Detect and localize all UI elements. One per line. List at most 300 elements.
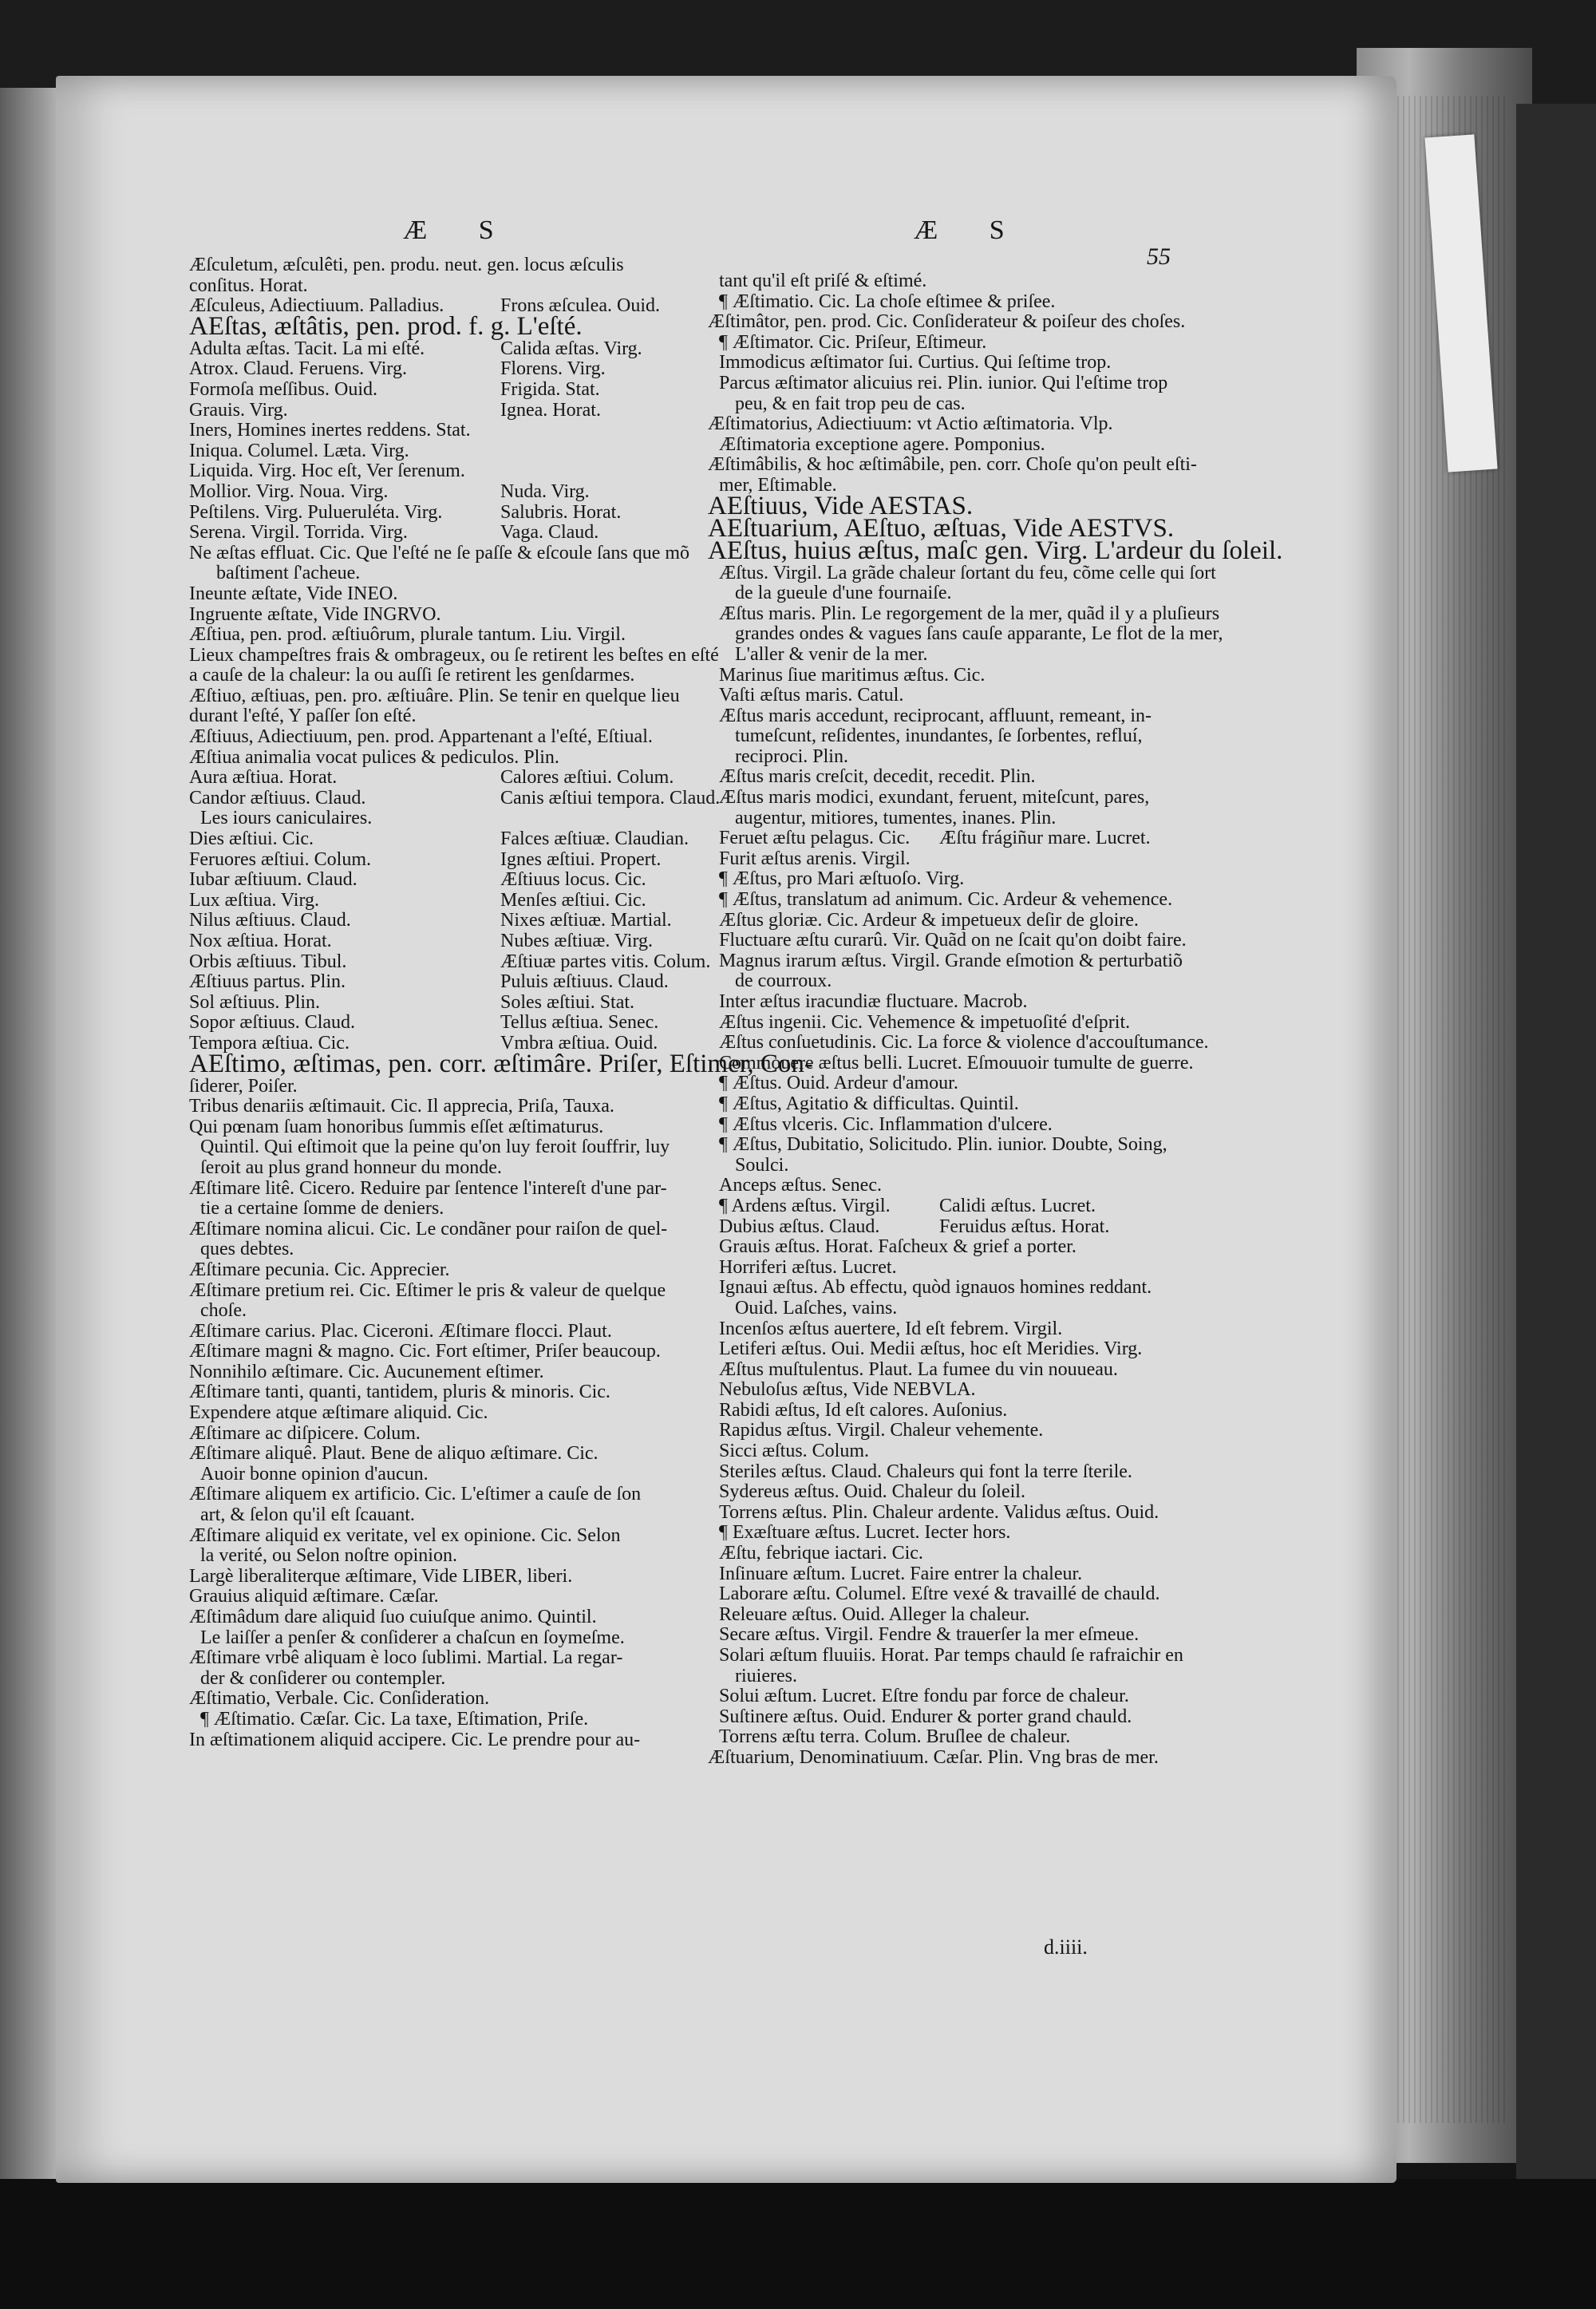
dictionary-line <box>708 435 1171 456</box>
dictionary-line <box>189 1179 712 1200</box>
dictionary-line <box>189 666 712 686</box>
entry-text: Æſtimare aliquê. Plaut. Bene de aliquo æſtimare. Cic. <box>189 1443 598 1465</box>
entry-text: Atrox. Claud. Feruens. Virg. <box>189 358 407 380</box>
entry-text-second: Æſtiuus locus. Cic. <box>500 869 646 891</box>
entry-text: ¶ Æſtimatio. Cæſar. Cic. La taxe, Eſtimation, Priſe. <box>200 1708 589 1730</box>
entry-text: Æſtus gloriæ. Cic. Ardeur & impetueux deſir de gloire. <box>719 909 1139 931</box>
entry-text-second: Frons æſculea. Ouid. <box>500 295 660 317</box>
dictionary-line <box>708 1462 1171 1483</box>
entry-text: Æſtiuo, æſtiuas, pen. pro. æſtiuâre. Plin. Se tenir en quelque lieu <box>189 685 680 706</box>
dictionary-line <box>189 1587 712 1607</box>
entry-text: Nebuloſus æſtus, Vide NEBVLA. <box>719 1379 976 1401</box>
entry-text: Serena. Virgil. Torrida. Virg. <box>189 522 408 544</box>
dictionary-line <box>189 1117 712 1138</box>
dictionary-line <box>708 353 1171 374</box>
entry-text: Orbis æſtiuus. Tibul. <box>189 951 347 972</box>
dictionary-line <box>708 1584 1171 1605</box>
entry-text: Æſtus maris modici, exundant, feruent, miteſcunt, pares, <box>719 787 1150 809</box>
entry-text: Æſtimâdum dare aliquid ſuo cuiuſque animo. Quintil. <box>189 1607 597 1627</box>
entry-text: Qui pœnam ſuam honoribus ſummis eſſet æſtimaturus. <box>189 1116 604 1137</box>
entry-text: ¶ Æſtus. Ouid. Ardeur d'amour. <box>719 1073 958 1094</box>
entry-text-second: Ignes æſtiui. Propert. <box>500 848 662 870</box>
dictionary-line <box>189 1485 712 1505</box>
background-bottom <box>0 2179 1596 2309</box>
entry-text: Æſtus maris accedunt, reciprocant, affluunt, remeant, in- <box>719 705 1152 726</box>
entry-text: a cauſe de la chaleur: la ou auſſi ſe retirent les genſdarmes. <box>189 665 635 686</box>
dictionary-line <box>189 809 712 829</box>
dictionary-line <box>708 1319 1171 1340</box>
entry-text: Inſinuare æſtum. Lucret. Faire entrer la chaleur. <box>719 1563 1083 1584</box>
entry-text: Iniqua. Columel. Læta. Virg. <box>189 440 409 461</box>
dictionary-line <box>708 1401 1171 1421</box>
dictionary-line <box>189 1137 712 1158</box>
page-number: 55 <box>1147 243 1171 270</box>
entry-text-second: Puluis æſtiuus. Claud. <box>500 971 669 993</box>
entry-text: Solui æſtum. Lucret. Eſtre fondu par force de chaleur. <box>719 1686 1129 1707</box>
dictionary-line <box>189 1362 712 1383</box>
dictionary-line <box>708 950 1183 972</box>
entry-text: tumeſcunt, reſidentes, inundantes, ſe ſorbentes, refluí, <box>735 726 1143 747</box>
dictionary-line <box>189 787 721 809</box>
entry-text: Æſtuarium, Denominatiuum. Cæſar. Plin. Vng bras de mer. <box>708 1746 1159 1768</box>
dictionary-line <box>708 1115 1171 1136</box>
entry-text-second: Soles æſtiui. Stat. <box>500 991 635 1013</box>
dictionary-line <box>708 1686 1171 1707</box>
entry-text: Secare æſtus. Virgil. Fendre & trauerſer la mer eſmeue. <box>719 1624 1140 1646</box>
entry-text: Incenſos æſtus auertere, Id eſt febrem. Virgil. <box>719 1318 1063 1339</box>
dictionary-line <box>708 1727 1171 1748</box>
dictionary-line <box>189 584 712 605</box>
dictionary-line <box>708 869 1171 890</box>
entry-text: Grauius aliquid æſtimare. Cæſar. <box>189 1586 439 1607</box>
dictionary-line <box>189 870 712 891</box>
dictionary-line <box>189 563 712 584</box>
entry-text: Inter æſtus iracundiæ fluctuare. Macrob. <box>719 991 1028 1012</box>
dictionary-line <box>708 1013 1171 1034</box>
entry-text: Liquida. Virg. Hoc eſt, Ver ſerenum. <box>189 461 465 482</box>
dictionary-line <box>708 583 1171 604</box>
entry-text-second: Falces æſtiuæ. Claudian. <box>500 828 689 850</box>
dictionary-line <box>189 1505 712 1526</box>
entry-text: Tempora æſtiua. Cic. <box>189 1032 350 1054</box>
entry-text: ¶ Æſtus vlceris. Cic. Inflammation d'ulcere. <box>719 1113 1053 1135</box>
entry-text: de la gueule d'une fournaiſe. <box>735 583 952 604</box>
dictionary-line <box>189 644 719 666</box>
dictionary-line <box>708 292 1171 313</box>
entry-text: tant qu'il eſt priſé & eſtimé. <box>719 271 927 291</box>
entry-text: Æſtus ingenii. Cic. Vehemence & impetuoſité d'eſprit. <box>719 1011 1131 1033</box>
entry-text: ¶ Æſtus, pro Mari æſtuoſo. Virg. <box>719 868 965 890</box>
dictionary-line <box>189 544 712 564</box>
dictionary-line <box>189 1097 712 1117</box>
dictionary-line <box>708 1237 1171 1258</box>
entry-text-second: Æſtu frágiñur mare. Lucret. <box>939 828 1151 849</box>
dictionary-line <box>708 454 1197 476</box>
entry-text: ¶ Ardens æſtus. Virgil. <box>719 1195 891 1216</box>
dictionary-line <box>189 1240 712 1260</box>
dictionary-line <box>189 829 712 850</box>
entry-text: Torrens æſtus. Plin. Chaleur ardente. Validus æſtus. Ouid. <box>719 1501 1159 1523</box>
entry-text: Nonnihilo æſtimare. Cic. Aucunement eſtimer. <box>189 1361 544 1382</box>
dictionary-line <box>708 1605 1171 1626</box>
entry-text: In æſtimationem aliquid accipere. Cic. Le prendre pour au- <box>189 1729 641 1750</box>
dictionary-line <box>708 890 1171 911</box>
dictionary-line <box>189 850 712 871</box>
entry-text: durant l'eſté, Y paſſer ſon eſté. <box>189 706 417 727</box>
entry-text: Æſtimâtor, pen. prod. Cic. Conſiderateur & poiſeur des choſes. <box>708 311 1186 333</box>
entry-text: Ne æſtas effluat. Cic. Que l'eſté ne ſe paſſe & eſcoule ſans que mõ <box>189 542 690 563</box>
entry-text: Magnus irarum æſtus. Virgil. Grande eſmotion & perturbatiõ <box>719 950 1183 971</box>
dictionary-line <box>189 891 712 911</box>
dictionary-line <box>189 1260 712 1281</box>
entry-text: Rapidus æſtus. Virgil. Chaleur vehemente. <box>719 1420 1044 1441</box>
entry-text: Nilus æſtiuus. Claud. <box>189 910 351 931</box>
dictionary-line <box>708 1032 1209 1054</box>
entry-text-second: Nubes æſtiuæ. Virg. <box>500 931 654 951</box>
entry-text-second: Menſes æſtiui. Cic. <box>500 889 646 911</box>
dictionary-line <box>189 1730 712 1751</box>
dictionary-line <box>708 828 1171 849</box>
dictionary-line <box>708 1339 1171 1360</box>
entry-text: Dies æſtiui. Cic. <box>189 828 314 850</box>
dictionary-line <box>189 625 712 646</box>
entry-text: Candor æſtiuus. Claud. <box>189 787 366 809</box>
entry-text: ques debtes. <box>200 1239 294 1260</box>
entry-text: Torrens æſtu terra. Colum. Bruſlee de chaleur. <box>719 1726 1071 1748</box>
entry-text: Æſtimare tanti, quanti, tantidem, pluris & minoris. Cic. <box>189 1382 610 1403</box>
entry-text: Æſculeus, Adiectiuum. Palladius. <box>189 295 444 317</box>
entry-text: Anceps æſtus. Senec. <box>719 1175 882 1196</box>
entry-text: ¶ Æſtus, translatum ad animum. Cic. Ardeur & vehemence. <box>719 889 1173 911</box>
dictionary-line <box>708 603 1220 625</box>
running-header-left: Æ S <box>403 215 516 245</box>
entry-text-second: Feruidus æſtus. Horat. <box>939 1216 1110 1237</box>
entry-text: Æſtimare ac diſpicere. Colum. <box>189 1422 421 1444</box>
entry-text: Æſtimâbilis, & hoc æſtimâbile, pen. corr. Choſe qu'on peult eſti- <box>708 454 1197 476</box>
dictionary-line <box>189 931 712 952</box>
dictionary-line <box>708 1258 1171 1279</box>
entry-text-second: Vmbra æſtiua. Ouid. <box>500 1032 658 1054</box>
entry-text: Peſtilens. Virg. Pulueruléta. Virg. <box>189 501 443 523</box>
entry-text: Æſtimare pecunia. Cic. Apprecier. <box>189 1259 450 1280</box>
dictionary-line <box>708 333 1171 354</box>
entry-text: Æſtu, febrique iactari. Cic. <box>719 1543 923 1564</box>
entry-text: Grauis. Virg. <box>189 399 288 421</box>
dictionary-line <box>189 401 712 421</box>
entry-text: Tribus denariis æſtimauit. Cic. Il apprecia, Priſa, Tauxa. <box>189 1096 614 1117</box>
dictionary-line <box>708 645 1171 666</box>
dictionary-line <box>708 1094 1171 1115</box>
entry-text: Æſtimare pretium rei. Cic. Eſtimer le pris & valeur de quelque <box>189 1279 666 1301</box>
dictionary-line <box>708 1073 1171 1094</box>
entry-text: Æſtus maris. Plin. Le regorgement de la mer, quãd il y a pluſieurs <box>719 603 1220 624</box>
dictionary-line <box>708 1544 1171 1564</box>
entry-text: Sol æſtiuus. Plin. <box>189 991 321 1013</box>
dictionary-line <box>189 952 712 973</box>
dictionary-line <box>708 1625 1171 1646</box>
running-header-right: Æ S <box>914 215 1027 245</box>
entry-text: Æſtimatorius, Adiectiuum: vt Actio æſtimatoria. Vlp. <box>708 413 1113 435</box>
entry-text: Commouere æſtus belli. Lucret. Eſmouuoir tumulte de guerre. <box>719 1052 1194 1073</box>
dictionary-line <box>189 1220 712 1240</box>
dictionary-line <box>708 374 1171 394</box>
dictionary-line <box>708 271 1171 292</box>
dictionary-line <box>189 1403 712 1424</box>
dictionary-line <box>708 747 1171 768</box>
entry-text: Sopor æſtiuus. Claud. <box>189 1012 356 1034</box>
entry-text: grandes ondes & vagues ſans cauſe apparante, Le flot de la mer, <box>735 623 1223 645</box>
entry-text: Suſtinere æſtus. Ouid. Endurer & porter grand chauld. <box>719 1706 1132 1727</box>
entry-text-second: Ignea. Horat. <box>500 399 601 421</box>
dictionary-line <box>708 1667 1171 1687</box>
dictionary-line <box>708 686 1171 706</box>
dictionary-line <box>708 394 1171 415</box>
dictionary-line <box>708 788 1171 809</box>
entry-text: Feruet æſtu pelagus. Cic. <box>719 828 911 849</box>
entry-text: Dubius æſtus. Claud. <box>719 1216 880 1237</box>
dictionary-line <box>708 1564 1171 1585</box>
entry-text: Marinus ſiue maritimus æſtus. Cic. <box>719 664 986 686</box>
entry-text: baſtiment ſ'acheue. <box>216 563 361 584</box>
entry-text: Grauis æſtus. Horat. Faſcheux & grief a porter. <box>719 1236 1077 1258</box>
entry-text: Æſculetum, æſculêti, pen. produ. neut. gen. locus æſculis <box>189 255 624 275</box>
dictionary-line <box>189 1710 712 1730</box>
dictionary-line <box>189 1669 712 1690</box>
signature-mark: d.iiii. <box>1044 1935 1088 1959</box>
dictionary-line <box>708 1156 1171 1176</box>
dictionary-line <box>708 971 1171 992</box>
entry-text: tie a certaine ſomme de deniers. <box>200 1198 444 1220</box>
entry-text: Æſtimatoria exceptione agere. Pomponius. <box>719 433 1045 455</box>
dictionary-line <box>189 1648 712 1669</box>
entry-text: riuieres. <box>735 1665 797 1686</box>
dictionary-line <box>189 523 712 544</box>
entry-text: ſeroit au plus grand honneur du monde. <box>200 1156 502 1178</box>
entry-text: peu, & en fait trop peu de cas. <box>735 393 966 414</box>
dictionary-line <box>189 1301 712 1322</box>
entry-text-second: Calida æſtas. Virg. <box>500 338 642 359</box>
dictionary-line <box>708 726 1171 747</box>
entry-text: Æſtus. Virgil. La grãde chaleur ſortant du feu, cõme celle qui ſort <box>719 562 1216 583</box>
entry-text-second: Nuda. Virg. <box>500 480 590 502</box>
right-column <box>708 271 1283 1769</box>
dictionary-line <box>189 686 712 707</box>
dictionary-line <box>189 1199 712 1220</box>
dictionary-line <box>708 536 1283 565</box>
entry-text: Furit æſtus arenis. Virgil. <box>719 848 911 869</box>
entry-text: ¶ Æſtus, Dubitatio, Solicitudo. Plin. iunior. Doubte, Soing, <box>719 1134 1167 1156</box>
dictionary-line <box>189 1689 712 1710</box>
entry-text: Æſtimare litê. Cicero. Reduire par ſentence l'intereſt d'une par- <box>189 1177 667 1199</box>
entry-text: AEſtuarium, AEſtuo, æſtuas, Vide AESTVS. <box>708 513 1175 543</box>
entry-text: augentur, mitiores, tumentes, inanes. Plin. <box>735 807 1057 828</box>
dictionary-line <box>189 1424 712 1445</box>
dictionary-line <box>708 1299 1171 1319</box>
dictionary-line <box>189 1281 712 1302</box>
entry-text: mer, Eſtimable. <box>719 474 837 496</box>
dictionary-line <box>708 1748 1171 1769</box>
entry-text: ¶ Æſtimatio. Cic. La choſe eſtimee & priſee. <box>719 291 1056 312</box>
entry-text: Parcus æſtimator alicuius rei. Plin. iunior. Qui l'eſtime trop <box>719 372 1168 393</box>
entry-text: AEſtimo, æſtimas, pen. corr. æſtimâre. Priſer, Eſtimer, Con- <box>189 1049 813 1078</box>
entry-text-second: Vaga. Claud. <box>500 522 599 544</box>
entry-text: Releuare æſtus. Ouid. Alleger la chaleur. <box>719 1603 1030 1625</box>
dictionary-line <box>708 992 1171 1013</box>
entry-text: Fluctuare æſtu curarû. Vir. Quãd on ne ſcait qu'on doibt faire. <box>719 930 1187 951</box>
dictionary-line <box>708 1441 1171 1462</box>
entry-text-second: Tellus æſtiua. Senec. <box>500 1012 659 1034</box>
dictionary-line <box>189 727 712 748</box>
entry-text: Æſtus maris creſcit, decedit, recedit. Plin. <box>719 766 1036 788</box>
entry-text: L'aller & venir de la mer. <box>735 643 928 665</box>
dictionary-line <box>189 1546 712 1567</box>
entry-text: AEſtiuus, Vide AESTAS. <box>708 491 974 520</box>
dictionary-line <box>708 1052 1194 1074</box>
dictionary-line <box>708 1217 1171 1238</box>
entry-text: Feruores æſtiui. Colum. <box>189 848 371 870</box>
dictionary-line <box>189 748 712 769</box>
dictionary-line <box>189 1342 712 1362</box>
dictionary-line <box>708 1135 1171 1156</box>
entry-text: Æſtiua animalia vocat pulices & pediculos. Plin. <box>189 746 559 768</box>
entry-text: ¶ Æſtus, Agitatio & difficultas. Quintil. <box>719 1093 1019 1114</box>
dictionary-line <box>708 849 1171 870</box>
entry-text: Laborare æſtu. Columel. Eſtre vexé & travaillé de chauld. <box>719 1583 1160 1605</box>
dictionary-line <box>708 1482 1171 1503</box>
entry-text: Æſtimare aliquid ex veritate, vel ex opinione. Cic. Selon <box>189 1524 621 1546</box>
dictionary-line <box>708 414 1171 435</box>
entry-text-second: Nixes æſtiuæ. Martial. <box>500 910 672 931</box>
entry-text: Iubar æſtiuum. Claud. <box>189 869 358 891</box>
entry-text-second: Æſtiuæ partes vitis. Colum. <box>500 951 711 972</box>
dictionary-line <box>708 706 1171 727</box>
dictionary-line <box>189 993 712 1014</box>
entry-text: Lieux champeſtres frais & ombrageux, ou ſe retirent les beſtes en eſté <box>189 644 719 666</box>
dictionary-line <box>189 605 712 626</box>
dictionary-line <box>189 482 712 503</box>
entry-text: Æſtimare nomina alicui. Cic. Le condãner pour raiſon de quel- <box>189 1218 668 1240</box>
entry-text: choſe. <box>200 1300 247 1322</box>
dictionary-line <box>708 1278 1171 1299</box>
entry-text: Æſtimare vrbê aliquam è loco ſublimi. Martial. La regar- <box>189 1647 623 1669</box>
dictionary-line <box>189 1567 712 1587</box>
entry-text: Letiferi æſtus. Oui. Medii æſtus, hoc eſt Meridies. Virg. <box>719 1338 1143 1360</box>
dictionary-line <box>708 809 1171 829</box>
dictionary-line <box>189 359 712 380</box>
entry-text-second: Frigida. Stat. <box>500 378 600 400</box>
entry-text: Ignaui æſtus. Ab effectu, quòd ignauos homines reddant. <box>719 1277 1152 1299</box>
dictionary-line <box>189 1322 712 1342</box>
entry-text: Iners, Homines inertes reddens. Stat. <box>189 420 471 441</box>
entry-text: Steriles æſtus. Claud. Chaleurs qui font la terre ſterile. <box>719 1461 1132 1482</box>
dictionary-line <box>708 1503 1171 1524</box>
dictionary-line <box>708 311 1186 333</box>
entry-text: Largè liberaliterque æſtimare, Vide LIBER, liberi. <box>189 1565 573 1587</box>
dictionary-line <box>189 1158 712 1179</box>
dictionary-line <box>189 311 712 341</box>
entry-text: Formoſa meſſibus. Ouid. <box>189 378 377 400</box>
entry-text: Solari æſtum fluuiis. Horat. Par temps chauld ſe rafraichir en <box>719 1645 1183 1666</box>
entry-text: Le laiſſer a penſer & conſiderer a chaſcun en ſoymeſme. <box>200 1627 625 1648</box>
dictionary-line <box>708 1421 1171 1441</box>
dictionary-line <box>189 339 712 360</box>
dictionary-line <box>189 1049 813 1078</box>
entry-text: conſitus. Horat. <box>189 275 308 296</box>
dictionary-line <box>708 1196 1171 1217</box>
dictionary-line <box>189 706 712 727</box>
dictionary-line <box>189 911 712 931</box>
dictionary-line <box>189 255 712 276</box>
dictionary-line <box>189 1465 712 1485</box>
entry-text: Æſtiuus partus. Plin. <box>189 971 346 993</box>
entry-text: reciproci. Plin. <box>735 745 848 767</box>
entry-text: Ouid. Laſches, vains. <box>735 1297 898 1319</box>
entry-text: ¶ Exæſtuare æſtus. Lucret. Iecter hors. <box>719 1522 1011 1544</box>
entry-text: Æſtiuus, Adiectiuum, pen. prod. Appartenant a l'eſté, Eſtiual. <box>189 726 653 748</box>
dictionary-line <box>708 562 1216 584</box>
entry-text: Rabidi æſtus, Id eſt calores. Auſonius. <box>719 1399 1008 1421</box>
entry-text: Quintil. Qui eſtimoit que la peine qu'on luy feroit ſouffrir, luy <box>200 1137 670 1158</box>
dictionary-line <box>189 421 712 441</box>
dictionary-line <box>708 1523 1171 1544</box>
dictionary-line <box>708 1176 1171 1196</box>
entry-text: Horriferi æſtus. Lucret. <box>719 1256 897 1278</box>
entry-text: Auoir bonne opinion d'aucun. <box>200 1463 429 1485</box>
dictionary-line <box>189 1444 712 1465</box>
entry-text: Ingruente æſtate, Vide INGRVO. <box>189 603 441 625</box>
entry-text: AEſtas, æſtâtis, pen. prod. f. g. L'eſté. <box>189 311 583 341</box>
entry-text-second: Canis æſtiui tempora. Claud. <box>500 787 721 809</box>
entry-text: Les iours caniculaires. <box>200 808 373 829</box>
entry-text: der & conſiderer ou contempler. <box>200 1667 446 1689</box>
entry-text: Æſtimare carius. Plac. Ciceroni. Æſtimare flocci. Plaut. <box>189 1320 612 1342</box>
entry-text: Expendere atque æſtimare aliquid. Cic. <box>189 1402 488 1424</box>
dictionary-line <box>189 1013 712 1034</box>
dictionary-line <box>189 972 712 993</box>
dictionary-line <box>708 1707 1171 1728</box>
entry-text-second: Calores æſtiui. Colum. <box>500 767 674 789</box>
dictionary-line <box>189 441 712 462</box>
dictionary-line <box>708 623 1223 645</box>
dictionary-line <box>708 1645 1183 1667</box>
dictionary-line <box>708 911 1171 931</box>
entry-text: Soulci. <box>735 1154 789 1176</box>
entry-text: art, & ſelon qu'il eſt ſcauant. <box>200 1504 415 1526</box>
dictionary-line <box>189 380 712 401</box>
entry-text: Æſtimare aliquem ex artificio. Cic. L'eſtimer a cauſe de ſon <box>189 1484 642 1505</box>
entry-text: Sicci æſtus. Colum. <box>719 1441 870 1462</box>
dictionary-line <box>189 1526 712 1547</box>
entry-text: Lux æſtiua. Virg. <box>189 889 320 911</box>
dictionary-line <box>189 768 712 789</box>
dictionary-line <box>708 1360 1171 1381</box>
entry-text: AEſtus, huius æſtus, maſc gen. Virg. L'ardeur du ſoleil. <box>708 536 1283 565</box>
dictionary-line <box>189 503 712 524</box>
entry-text: Æſtiua, pen. prod. æſtiuôrum, plurale tantum. Liu. Virgil. <box>189 624 626 646</box>
entry-text: Æſtimatio, Verbale. Cic. Conſideration. <box>189 1688 490 1710</box>
entry-text: Æſtimare magni & magno. Cic. Fort eſtimer, Priſer beaucoup. <box>189 1341 661 1362</box>
entry-text: Adulta æſtas. Tacit. La mi eſté. <box>189 338 425 359</box>
dictionary-line <box>708 767 1171 788</box>
dictionary-line <box>189 1628 712 1649</box>
dictionary-line <box>189 1077 712 1097</box>
entry-text: ſiderer, Poiſer. <box>189 1075 298 1097</box>
entry-text-second: Florens. Virg. <box>500 358 606 380</box>
entry-text: Æſtus conſuetudinis. Cic. La force & violence d'accouſtumance. <box>719 1032 1209 1054</box>
entry-text: Vaſti æſtus maris. Catul. <box>719 685 904 706</box>
dictionary-line <box>189 1382 712 1403</box>
entry-text: Nox æſtiua. Horat. <box>189 931 332 951</box>
